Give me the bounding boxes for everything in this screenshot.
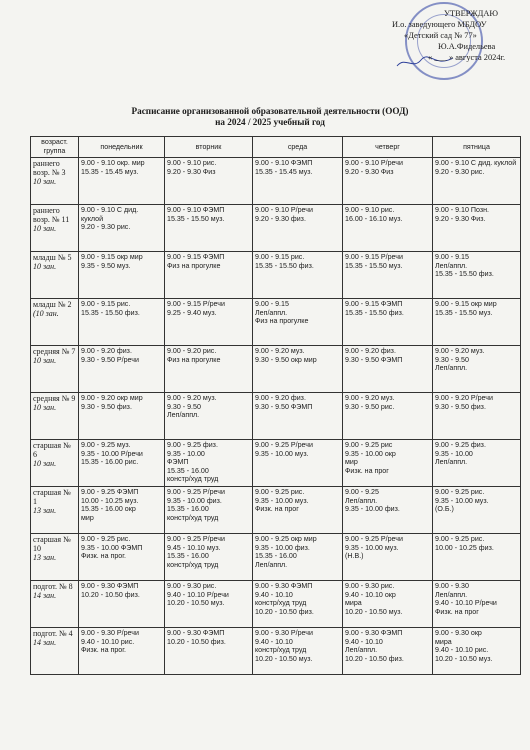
schedule-text: 9.00 - 9.30 Р/речи 9.40 - 10.10 констр/худ труд 10.20 - 10.50 муз. — [255, 629, 313, 663]
schedule-cell — [165, 299, 253, 346]
schedule-cell — [343, 440, 433, 487]
schedule-cell — [433, 252, 521, 299]
schedule-cell — [165, 393, 253, 440]
schedule-cell — [253, 628, 343, 675]
schedule-cell — [165, 158, 253, 205]
schedule-text: 9.00 - 9.30 рис. 9.40 - 10.10 Р/речи 10.20 - 10.50 муз. — [167, 582, 229, 608]
table-row — [31, 346, 521, 393]
group-cell — [31, 440, 79, 487]
page-title — [60, 106, 480, 128]
schedule-text: 9.00 - 9.25 Р/речи 9.45 - 10.10 муз. 15.35 - 16.00 констр/худ труд — [167, 535, 225, 569]
schedule-text: 9.00 - 9.25 рис. 10.00 - 10.25 физ. — [435, 535, 494, 552]
schedule-text: 9.00 - 9.10 Р/речи 9.20 - 9.30 физ. — [255, 206, 313, 223]
schedule-cell — [79, 581, 165, 628]
schedule-cell — [79, 299, 165, 346]
schedule-text: 9.00 - 9.15 рис. 15.35 - 15.50 физ. — [255, 253, 314, 270]
schedule-cell — [343, 346, 433, 393]
schedule-text: 9.00 - 9.30 рис. 9.40 - 10.10 окр мира 10.20 - 10.50 муз. — [345, 582, 403, 616]
table-row — [31, 487, 521, 534]
schedule-cell — [433, 393, 521, 440]
group-cell — [31, 628, 79, 675]
schedule-cell — [343, 158, 433, 205]
schedule-cell — [165, 252, 253, 299]
schedule-text: 9.00 - 9.20 рис. Физ на прогулке — [167, 347, 221, 364]
schedule-text: 9.00 - 9.20 муз. 9.30 - 9.50 рис. — [345, 394, 395, 411]
schedule-cell — [79, 534, 165, 581]
schedule-text: 9.00 - 9.25 рис. 9.35 - 10.00 муз. Физк. на прог — [255, 488, 309, 514]
table-row — [31, 534, 521, 581]
lesson-count: (10 зан. — [33, 309, 59, 319]
group-cell — [31, 158, 79, 205]
schedule-text: 9.00 - 9.20 физ. 9.30 - 9.50 ФЭМП — [255, 394, 313, 411]
schedule-text: 9.00 - 9.30 окр мира 9.40 - 10.10 рис. 10.20 - 10.50 муз. — [435, 629, 493, 663]
schedule-text: 9.00 - 9.15 Леп/аппл. Физ на прогулке — [255, 300, 309, 326]
schedule-text: 9.00 - 9.25 Р/речи 9.35 - 10.00 муз. — [255, 441, 313, 458]
lesson-count: 10 зан. — [33, 459, 57, 469]
schedule-cell — [253, 346, 343, 393]
schedule-cell — [433, 487, 521, 534]
schedule-cell — [343, 205, 433, 252]
schedule-cell — [165, 628, 253, 675]
schedule-text: 9.00 - 9.10 Р/речи 9.20 - 9.30 Физ — [345, 159, 403, 176]
schedule-cell — [253, 299, 343, 346]
schedule-cell — [253, 581, 343, 628]
group-name: средняя № 7 — [33, 347, 76, 356]
schedule-text: 9.00 - 9.15 ФЭМП 15.35 - 15.50 физ. — [345, 300, 404, 317]
schedule-text: 9.00 - 9.30 Р/речи 9.40 - 10.10 рис. Физк. на прог. — [81, 629, 139, 655]
schedule-text: 9.00 - 9.10 окр. мир 15.35 - 15.45 муз. — [81, 159, 145, 176]
table-row — [31, 299, 521, 346]
lesson-count: 10 зан. — [33, 177, 57, 187]
schedule-text: 9.00 - 9.25 ФЭМП 10.00 - 10.25 муз. 15.35 - 16.00 окр мир — [81, 488, 139, 522]
schedule-cell — [253, 252, 343, 299]
lesson-count: 14 зан. — [33, 591, 57, 601]
schedule-text: 9.00 - 9.25 рис. 9.35 - 10.00 ФЭМП Физк. на прог. — [81, 535, 143, 561]
schedule-cell — [433, 299, 521, 346]
schedule-cell — [433, 205, 521, 252]
schedule-cell — [253, 534, 343, 581]
schedule-cell — [253, 440, 343, 487]
group-name: подгот. № 4 — [33, 629, 73, 638]
lesson-count: 13 зан. — [33, 553, 57, 563]
table-row — [31, 205, 521, 252]
schedule-text: 9.00 - 9.30 Леп/аппл. 9.40 - 10.10 Р/речи Физк. на прог — [435, 582, 497, 616]
approval-line: УТВЕРЖДАЮ — [444, 9, 498, 18]
header-cell: пятница — [433, 137, 521, 158]
schedule-cell — [165, 346, 253, 393]
schedule-cell — [79, 158, 165, 205]
schedule-text: 9.00 - 9.25 рис 9.35 - 10.00 окр мир Физк. на прог — [345, 441, 396, 475]
table-row — [31, 158, 521, 205]
header-cell: понедельник — [79, 137, 165, 158]
schedule-cell — [253, 393, 343, 440]
lesson-count: 10 зан. — [33, 224, 57, 234]
group-name: средняя № 9 — [33, 394, 76, 403]
schedule-text: 9.00 - 9.10 ФЭМП 15.35 - 15.50 муз. — [167, 206, 225, 223]
table-row — [31, 628, 521, 675]
header-row — [31, 137, 521, 158]
title-line: на 2024 / 2025 учебный год — [215, 117, 325, 127]
schedule-cell — [79, 628, 165, 675]
approval-line: И.о. заведующего МБДОУ — [392, 20, 487, 29]
schedule-cell — [433, 158, 521, 205]
schedule-cell — [79, 346, 165, 393]
schedule-text: 9.00 - 9.20 муз. 9.30 - 9.50 Леп/аппл. — [167, 394, 217, 420]
table-row — [31, 440, 521, 487]
schedule-text: 9.00 - 9.25 Р/речи 9.35 - 10.00 муз. (Н.В.) — [345, 535, 403, 561]
table-row — [31, 393, 521, 440]
schedule-cell — [433, 628, 521, 675]
schedule-text: 9.00 - 9.30 ФЭМП 10.20 - 10.50 физ. — [167, 629, 226, 646]
group-cell — [31, 346, 79, 393]
approval-block — [380, 8, 525, 63]
schedule-cell — [165, 534, 253, 581]
schedule-text: 9.00 - 9.20 Р/речи 9.30 - 9.50 физ. — [435, 394, 493, 411]
schedule-text: 9.00 - 9.15 ФЭМП Физ на прогулке — [167, 253, 225, 270]
header-cell: вторник — [165, 137, 253, 158]
schedule-cell — [165, 487, 253, 534]
schedule-cell — [79, 487, 165, 534]
schedule-text: 9.00 - 9.10 рис. 16.00 - 16.10 муз. — [345, 206, 403, 223]
group-cell — [31, 299, 79, 346]
schedule-text: 9.00 - 9.30 ФЭМП 9.40 - 10.10 Леп/аппл. 10.20 - 10.50 физ. — [345, 629, 404, 663]
schedule-cell — [79, 205, 165, 252]
schedule-cell — [343, 628, 433, 675]
schedule-cell — [253, 158, 343, 205]
group-name: раннего возр. № 11 — [33, 206, 70, 225]
schedule-cell — [79, 252, 165, 299]
schedule-text: 9.00 - 9.15 окр мир 15.35 - 15.50 муз. — [435, 300, 497, 317]
schedule-cell — [253, 205, 343, 252]
schedule-cell — [433, 346, 521, 393]
approval-line: « ___ » августа 2024г. — [428, 53, 506, 62]
schedule-text: 9.00 - 9.30 ФЭМП 9.40 - 10.10 констр/худ труд 10.20 - 10.50 физ. — [255, 582, 314, 616]
schedule-text: 9.00 - 9.20 физ. 9.30 - 9.50 ФЭМП — [345, 347, 403, 364]
group-cell — [31, 393, 79, 440]
schedule-cell — [79, 440, 165, 487]
schedule-cell — [343, 487, 433, 534]
schedule-text: 9.00 - 9.10 С дид. куклой 9.20 - 9.30 рис. — [81, 206, 139, 232]
lesson-count: 13 зан. — [33, 506, 57, 516]
table-row — [31, 581, 521, 628]
group-name: раннего возр. № 3 — [33, 159, 66, 178]
header-cell: четверг — [343, 137, 433, 158]
group-name: старшая № 1 — [33, 488, 71, 507]
schedule-text: 9.00 - 9.25 рис. 9.35 - 10.00 муз. (О.Б.) — [435, 488, 489, 514]
approval-line: «Детский сад № 77» — [404, 31, 477, 40]
lesson-count: 14 зан. — [33, 638, 57, 648]
header-cell: возраст. группа — [31, 137, 79, 158]
schedule-cell — [343, 299, 433, 346]
schedule-cell — [165, 581, 253, 628]
schedule-text: 9.00 - 9.10 ФЭМП 15.35 - 15.45 муз. — [255, 159, 313, 176]
schedule-cell — [165, 205, 253, 252]
lesson-count: 10 зан. — [33, 356, 57, 366]
schedule-text: 9.00 - 9.20 муз. 9.30 - 9.50 окр мир — [255, 347, 317, 364]
group-cell — [31, 487, 79, 534]
schedule-text: 9.00 - 9.25 окр мир 9.35 - 10.00 физ. 15.35 - 16.00 Леп/аппл. — [255, 535, 317, 569]
group-cell — [31, 205, 79, 252]
schedule-text: 9.00 - 9.15 Р/речи 15.35 - 15.50 муз. — [345, 253, 403, 270]
schedule-table — [30, 136, 521, 675]
schedule-text: 9.00 - 9.10 С дид. куклой 9.20 - 9.30 рис. — [435, 159, 517, 176]
schedule-cell — [79, 393, 165, 440]
schedule-text: 9.00 - 9.15 Р/речи 9.25 - 9.40 муз. — [167, 300, 225, 317]
lesson-count: 10 зан. — [33, 403, 57, 413]
schedule-cell — [253, 487, 343, 534]
schedule-text: 9.00 - 9.10 рис. 9.20 - 9.30 Физ — [167, 159, 217, 176]
schedule-text: 9.00 - 9.25 физ. 9.35 - 10.00 ФЭМП 15.35 - 16.00 констр/худ труд — [167, 441, 219, 484]
schedule-text: 9.00 - 9.20 окр мир 9.30 - 9.50 физ. — [81, 394, 143, 411]
table-row — [31, 252, 521, 299]
schedule-text: 9.00 - 9.20 физ. 9.30 - 9.50 Р/речи — [81, 347, 139, 364]
schedule-text: 9.00 - 9.15 окр мир 9.35 - 9.50 муз. — [81, 253, 143, 270]
schedule-text: 9.00 - 9.30 ФЭМП 10.20 - 10.50 физ. — [81, 582, 140, 599]
group-name: старшая № 10 — [33, 535, 71, 554]
schedule-cell — [165, 440, 253, 487]
group-name: младш № 5 — [33, 253, 72, 262]
title-line: Расписание организованной образовательной деятельности (ООД) — [131, 106, 409, 116]
schedule-text: 9.00 - 9.15 Леп/аппл. 15.35 - 15.50 физ. — [435, 253, 494, 279]
schedule-text: 9.00 - 9.20 муз. 9.30 - 9.50 Леп/аппл. — [435, 347, 485, 373]
schedule-text: 9.00 - 9.10 Позн. 9.20 - 9.30 Физ. — [435, 206, 489, 223]
schedule-text: 9.00 - 9.25 Р/речи 9.35 - 10.00 физ. 15.35 - 16.00 констр/худ труд — [167, 488, 225, 522]
group-name: младш № 2 — [33, 300, 72, 309]
schedule-cell — [343, 252, 433, 299]
schedule-cell — [343, 581, 433, 628]
group-name: подгот. № 8 — [33, 582, 73, 591]
schedule-cell — [343, 534, 433, 581]
lesson-count: 10 зан. — [33, 262, 57, 272]
schedule-cell — [343, 393, 433, 440]
group-cell — [31, 534, 79, 581]
schedule-text: 9.00 - 9.15 рис. 15.35 - 15.50 физ. — [81, 300, 140, 317]
schedule-text: 9.00 - 9.25 физ. 9.35 - 10.00 Леп/аппл. — [435, 441, 486, 467]
approval-line: Ю.А.Фидельева — [438, 42, 496, 51]
schedule-cell — [433, 440, 521, 487]
schedule-text: 9.00 - 9.25 муз. 9.35 - 10.00 Р/речи 15.35 - 16.00 рис. — [81, 441, 143, 467]
schedule-cell — [433, 581, 521, 628]
group-name: старшая № 6 — [33, 441, 71, 460]
schedule-text: 9.00 - 9.25 Леп/аппл. 9.35 - 10.00 физ. — [345, 488, 400, 514]
schedule-cell — [433, 534, 521, 581]
header-cell: среда — [253, 137, 343, 158]
group-cell — [31, 252, 79, 299]
group-cell — [31, 581, 79, 628]
